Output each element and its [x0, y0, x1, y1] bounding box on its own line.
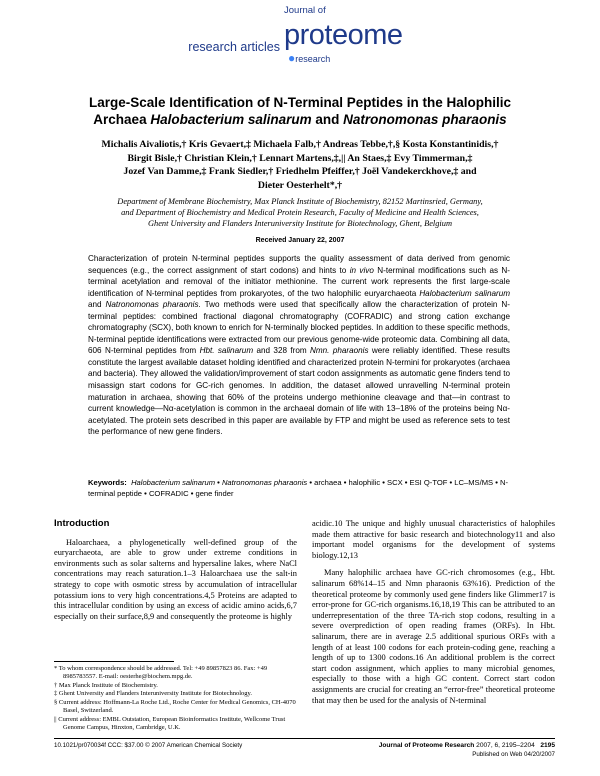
affiliation-line: and Department of Biochemistry and Medical Protein Research, Faculty of Medicine and Health Sciences, [121, 208, 479, 217]
keyword-item: ESI Q-TOF [409, 478, 448, 487]
footnote: † Max Planck Institute of Biochemistry. [54, 681, 158, 689]
keyword-item: Natronomonas pharaonis [221, 478, 308, 487]
keyword-item: SCX [387, 478, 403, 487]
keywords: Keywords: Halobacterium salinarum • Natronomonas pharaonis • archaea • halophilic • SCX • ESI Q-TOF • LC–MS/MS • N-terminal peptide • COFRADIC • gene finder [88, 478, 509, 498]
abstract-and: and [88, 300, 106, 310]
keyword-item: Halobacterium salinarum [131, 478, 216, 487]
footer-citation [330, 742, 555, 749]
keyword-item: COFRADIC [148, 488, 189, 498]
footnote: || Current address: EMBL Outstation, European Bioinformatics Institute, Wellcome Trust Genome Campus, Hinxton, Cambridge, U.K. [54, 715, 286, 731]
abstract [88, 253, 510, 438]
intro-paragraph: Haloarchaea, a phylogenetically well-defined group of the euryarchaeota, are able to grow under extreme conditions in environments such as solar salterns and hypersaline lakes, where NaCl concentrations may reach saturation.1–3 Haloarchaea use the salt-in strategy to cope with osmotic stress by accumulation of intracellular potassium ions to very high concentrations.4,5 Proteins are adapted to this intracellular condition by using an excess of acidic amino acids,6,7 especially on their surface,8,9 and consequently the proteome is highly [54, 537, 297, 621]
title-species-2: Natronomonas pharaonis [343, 112, 507, 127]
footnote: § Current address: Hoffmann-La Roche Ltd., Roche Center for Medical Genomics, CH-4070 Basel, Switzerland. [54, 698, 296, 714]
abstract-in-vivo: in vivo [349, 265, 374, 275]
title-line-1: Large-Scale Identification of N-Terminal Peptides in the Halophilic [88, 95, 512, 110]
introduction-heading: Introduction [54, 518, 110, 529]
body-column-left [54, 519, 297, 622]
intro-paragraph: Many halophilic archaea have GC-rich chromosomes (e.g., Hbt. salinarum 68%14–15 and Nmn pharaonis 63%16). Prediction of the theoretical proteome by commonly used gene finders like Glimmer17 is error-prone for GC-rich organisms.16,18,19 This can be attributed to an underrepresentation of the three TA-rich stop codons, resulting in a severe overprediction of open reading frames (ORFs). In Hbt. salinarum, there are in average 2.5 additional spurious ORFs with a length of at least 100 codons for each protein-coding gene, reaching a length of up to 1300 codons.16 An additional problem is the correct start codon assignment, which applies to many microbial genomes, especially to those with a high GC content. Correct start codon assignments are crucial for creating an “error-free” theoretical proteome that may then be used for the analysis of N-terminal [312, 568, 555, 705]
journal-logo-main: proteome [284, 19, 403, 51]
affiliations [60, 196, 540, 229]
title-prefix: Archaea [93, 112, 151, 127]
title-and: and [311, 112, 344, 127]
author-line: Dieter Oesterhelt*,† [257, 179, 343, 191]
author-list [60, 138, 540, 192]
affiliation-line: Ghent University and Flanders Interuniversity Institute for Biotechnology, Ghent, Belgium [147, 219, 452, 228]
journal-logo-bottom-text: research [295, 54, 331, 64]
affiliation-line: Department of Membrane Biochemistry, Max Planck Institute of Biochemistry, 82152 Martinsried, Germany, [117, 197, 483, 206]
footer-divider [54, 738, 555, 739]
section-label: research articles [188, 40, 280, 54]
footer-doi: 10.1021/pr070034f CCC: $37.00 © 2007 American Chemical Society [54, 742, 243, 749]
received-date: Received January 22, 2007 [255, 237, 345, 244]
journal-logo [284, 5, 403, 66]
abstract-text-2: N-terminal modifications such as N-terminal acetylation and removal of the initiator methionine. The current work represents the first large-scale identification of N-terminal peptides from prokaryotes, of the two halophilic euryarchaeota [88, 265, 511, 298]
abstract-species-1: Halobacterium salinarum [419, 288, 510, 298]
title-line-2 [60, 111, 540, 128]
footnote: ‡ Ghent University and Flanders Interuniversity Institute for Biotechnology. [54, 690, 252, 698]
body-column-right [312, 519, 555, 706]
abstract-text-3: . Two methods were used that specifically allow the characterization of protein N-terminal peptides: combined fractional diagonal chromatography (COFRADIC) and strong cation exchange chromatography (SCX), both known to enrich for N-terminally blocked peptides. In addition to these specific methods, N-terminal peptide identifications were extracted from our previous genome-wide proteomic data. Combining all data, 606 N-terminal peptides from [88, 300, 510, 356]
footer-published: Published on Web 04/20/2007 [472, 751, 555, 758]
abstract-species-2: Natronomonas pharaonis [105, 300, 199, 310]
intro-paragraph: acidic.10 The unique and highly unusual characteristics of halophiles made them attractive for basic research and biotechnology11 and also important model organisms for the development of systems biology.12,13 [312, 519, 555, 560]
footer-volume: 2007, 6, 2195–2204 [474, 742, 535, 749]
footnote-divider [54, 661, 174, 662]
footnotes [54, 665, 297, 732]
abstract-species-3: Hbt. salinarum [199, 346, 254, 356]
paper-title [60, 94, 540, 128]
journal-logo-bottom: ●research [288, 51, 331, 65]
author-line: Jozef Van Damme,‡ Frank Siedler,† Friedhelm Pfeiffer,† Joël Vandekerckhove,‡ and [123, 166, 477, 177]
keyword-item: halophilic [348, 478, 381, 487]
footer-page-number: 2195 [540, 742, 555, 749]
author-line: Michalis Aivaliotis,† Kris Gevaert,‡ Michaela Falb,† Andreas Tebbe,†,§ Kosta Konstantinidis,† [101, 139, 499, 150]
journal-logo-top: Journal of [284, 5, 326, 16]
footnote: * To whom correspondence should be addressed. Tel: +49 89857823 86. Fax: +49 8985783557. E-mail: oesterhe@biochem.mpg.de. [54, 665, 268, 681]
author-line: Birgit Bisle,† Christian Klein,† Lennart Martens,‡,|| An Staes,‡ Evy Timmerman,‡ [127, 152, 473, 164]
abstract-text-4: were reliably identified. These results constitute the largest available dataset holding identified and characterized protein N-termini for prokaryotes (archaea and bacteria). They allowed the validation/improvement of start codon assignments as automatic gene finders tend to misassign start codons for GC-rich genomes. In addition, the dataset allowed unravelling N-terminal protein maturation in archaea, showing that 60% of the proteins undergo methionine cleavage and that—in contrast to current knowledge—Nα-acetylation is common in the archaeal domain of life with 13–18% of the proteins being Nα-acetylated. The protein sets described in this paper are available by FTP and might be used as reference sets to test the performance of new gene finders. [88, 346, 510, 437]
abstract-species-4: Nmn. pharaonis [310, 346, 369, 356]
keywords-label: Keywords: [88, 478, 127, 487]
abstract-text-1: Characterization of protein N-terminal peptides supports the quality assessment of data derived from genomic sequences (e.g., the correct assignment of start codons) and hints to [88, 254, 510, 275]
keyword-item: N-terminal peptide [88, 478, 509, 498]
abstract-text-mid: and 328 from [253, 346, 311, 356]
footer-journal: Journal of Proteome Research [378, 742, 475, 749]
keyword-item: LC–MS/MS [454, 478, 494, 487]
keyword-item: gene finder [195, 488, 234, 498]
keyword-item: archaea [314, 478, 342, 487]
title-species-1: Halobacterium salinarum [150, 112, 312, 127]
